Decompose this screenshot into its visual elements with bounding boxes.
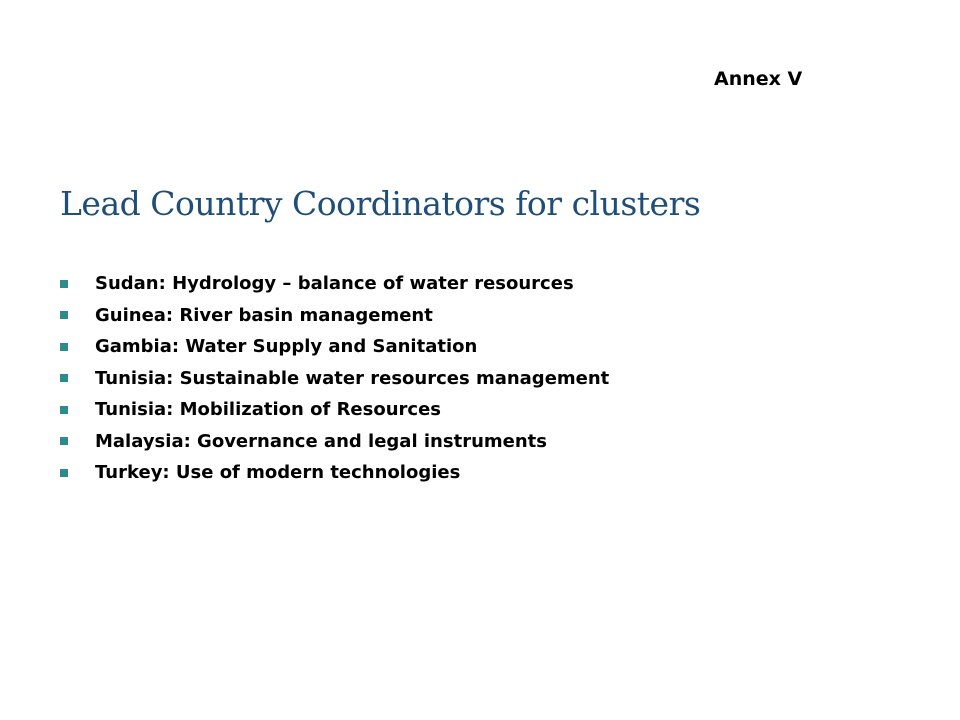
list-item-text: Turkey: Use of modern technologies	[95, 462, 461, 484]
list-item	[60, 300, 609, 332]
annex-label: Annex V	[714, 68, 803, 90]
list-item	[60, 426, 609, 458]
list-item	[60, 457, 609, 489]
list-item-text: Gambia: Water Supply and Sanitation	[95, 336, 478, 358]
list-item	[60, 363, 609, 395]
square-bullet-icon	[60, 280, 68, 288]
list-item-text: Sudan: Hydrology – balance of water resources	[95, 273, 574, 295]
list-item	[60, 331, 609, 363]
list-item	[60, 394, 609, 426]
list-item-text: Guinea: River basin management	[95, 304, 433, 326]
list-item-text: Tunisia: Mobilization of Resources	[95, 399, 442, 421]
square-bullet-icon	[60, 406, 68, 414]
list-item-text: Malaysia: Governance and legal instruments	[95, 430, 547, 452]
square-bullet-icon	[60, 311, 68, 319]
slide-title: Lead Country Coordinators for clusters	[60, 184, 701, 223]
square-bullet-icon	[60, 437, 68, 445]
list-item	[60, 268, 609, 300]
square-bullet-icon	[60, 374, 68, 382]
list-item-text: Tunisia: Sustainable water resources management	[95, 367, 610, 389]
cluster-list	[60, 268, 609, 489]
square-bullet-icon	[60, 343, 68, 351]
square-bullet-icon	[60, 469, 68, 477]
